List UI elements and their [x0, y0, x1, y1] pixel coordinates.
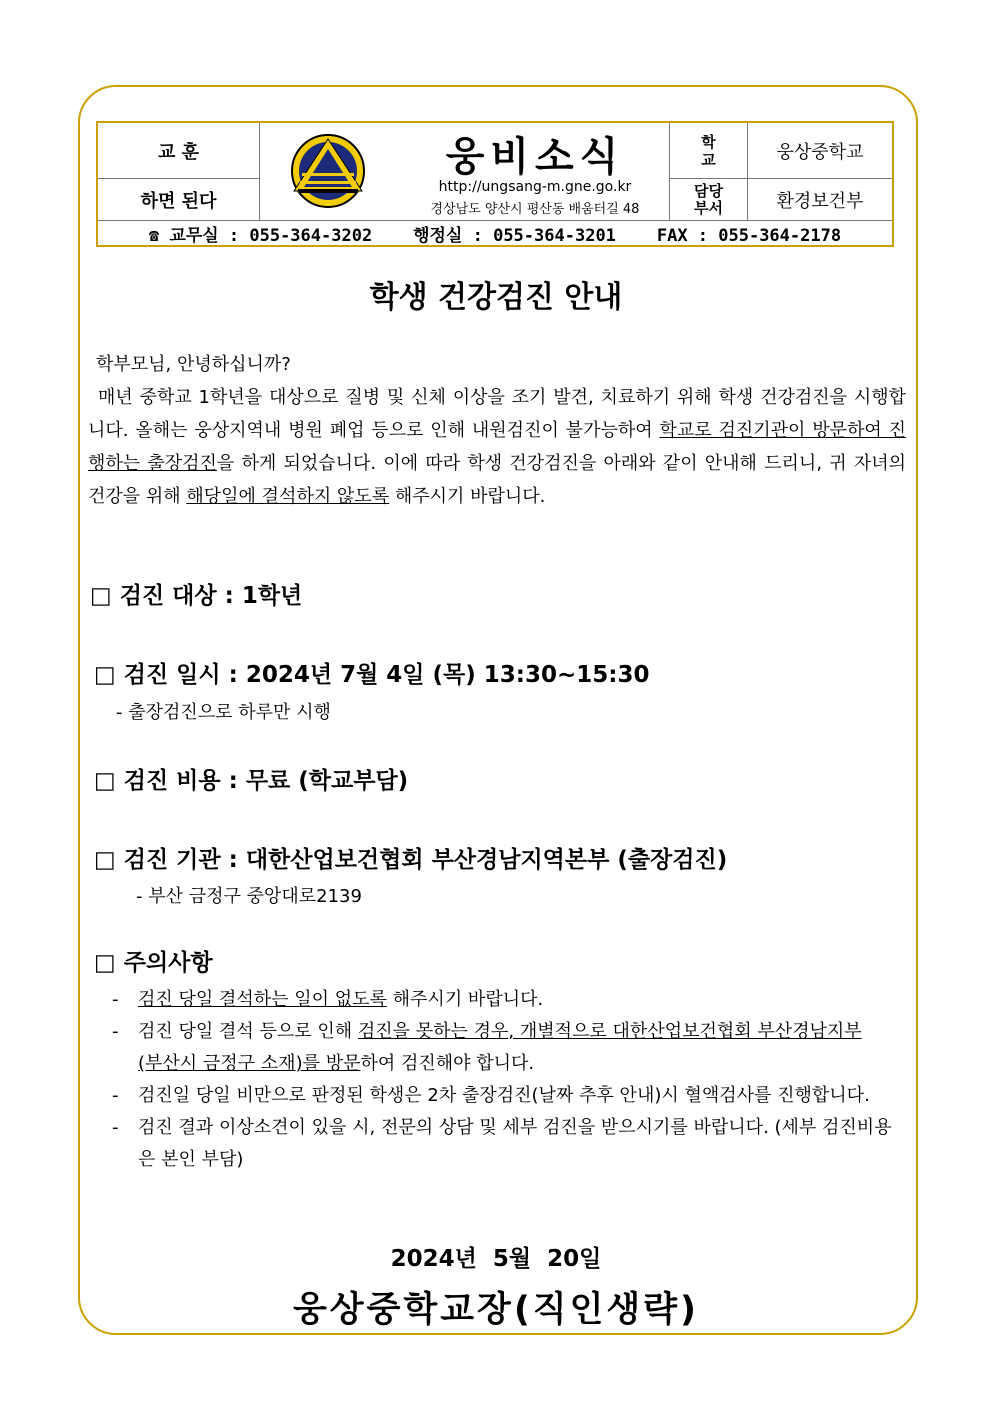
intro-text-3: 해주시기 바랍니다.	[389, 486, 546, 507]
intro-paragraph	[88, 348, 906, 513]
intro-text-2: 을 하게 되었습니다. 이에 따라 학생 건강검진을 아래와 같이 안내해 드리니, 귀 자녀의 건강을 위해	[88, 453, 906, 507]
bullet-dash: -	[112, 1117, 119, 1138]
note2-underline: 검진을 못하는 경우, 개별적으로 대한산업보건협회 부산경남지부(부산시 금정구 소재)를 방문	[138, 1021, 862, 1074]
datetime-note: - 출장검진으로 하루만 시행	[116, 702, 331, 723]
intro-body	[88, 381, 906, 513]
caution-list	[112, 984, 922, 1176]
list-item	[112, 984, 922, 1016]
note1-underline: 검진 당일 결석하는 일이 없도록	[138, 989, 387, 1010]
section-cost: □ 검진 비용 : 무료 (학교부담)	[94, 768, 409, 794]
section-target: □ 검진 대상 : 1학년	[90, 583, 303, 609]
note3-text: 검진일 당일 비만으로 판정된 학생은 2차 출장검진(날짜 추후 안내)시 혈액검사를 진행합니다.	[138, 1085, 870, 1106]
note2-text-b: 하여 검진해야 합니다.	[360, 1053, 535, 1074]
school-address: 경상남도 양산시 평산동 배움터길 48	[430, 202, 640, 217]
principal-signature: 웅상중학교장(직인생략)	[292, 1290, 700, 1330]
motto: 하면 된다	[98, 179, 260, 221]
section-cautions: □ 주의사항	[94, 950, 213, 976]
bullet-dash: -	[112, 1085, 119, 1106]
greeting: 학부모님, 안녕하십니까?	[96, 354, 291, 375]
motto-label: 교 훈	[98, 123, 260, 179]
newsletter-header	[96, 121, 894, 247]
issue-date: 2024년 5월 20일	[390, 1246, 602, 1272]
school-name: 웅상중학교	[748, 123, 892, 179]
intro-underline-2: 해당일에 결석하지 않도록	[186, 486, 390, 507]
list-item	[112, 1080, 922, 1112]
school-url: http://ungsang-m.gne.go.kr	[438, 179, 632, 195]
list-item	[112, 1016, 922, 1080]
section-institution: □ 검진 기관 : 대한산업보건협회 부산경남지역본부 (출장검진)	[94, 847, 728, 873]
page-title: 학생 건강검진 안내	[369, 280, 623, 315]
note1-text: 해주시기 바랍니다.	[386, 989, 544, 1010]
intro-text-1: 매년 중학교 1학년을 대상으로 질병 및 신체 이상을 조기 발견, 치료하기 위해 학생 건강검진을 시행합니다. 올해는 웅상지역내 병원 폐업 등으로 인해 내원검진이 불가능하여	[88, 387, 906, 441]
list-item	[112, 1112, 922, 1176]
school-label: 학교	[670, 123, 748, 179]
section-datetime: □ 검진 일시 : 2024년 7월 4일 (목) 13:30~15:30	[94, 662, 650, 688]
note4-text: 검진 결과 이상소견이 있을 시, 전문의 상담 및 세부 검진을 받으시기를 바랍니다. (세부 검진비용은 본인 부담)	[138, 1117, 892, 1170]
bullet-dash: -	[112, 989, 119, 1010]
intro-underline-1: 학교로 검진기관이 방문하여 진행하는 출장검진	[88, 420, 906, 474]
dept-name: 환경보건부	[748, 179, 892, 221]
bullet-dash: -	[112, 1021, 119, 1042]
school-logo-icon	[290, 133, 366, 209]
newsletter-name: 웅비소식	[445, 134, 625, 180]
institution-note: - 부산 금정구 중앙대로2139	[136, 886, 362, 907]
contact-line: ☎ 교무실 : 055-364-3202 행정실 : 055-364-3201 FAX : 055-364-2178	[148, 225, 842, 246]
masthead	[260, 123, 670, 221]
dept-label: 담당부서	[670, 179, 748, 221]
note2-text-a: 검진 당일 결석 등으로 인해	[138, 1021, 358, 1042]
